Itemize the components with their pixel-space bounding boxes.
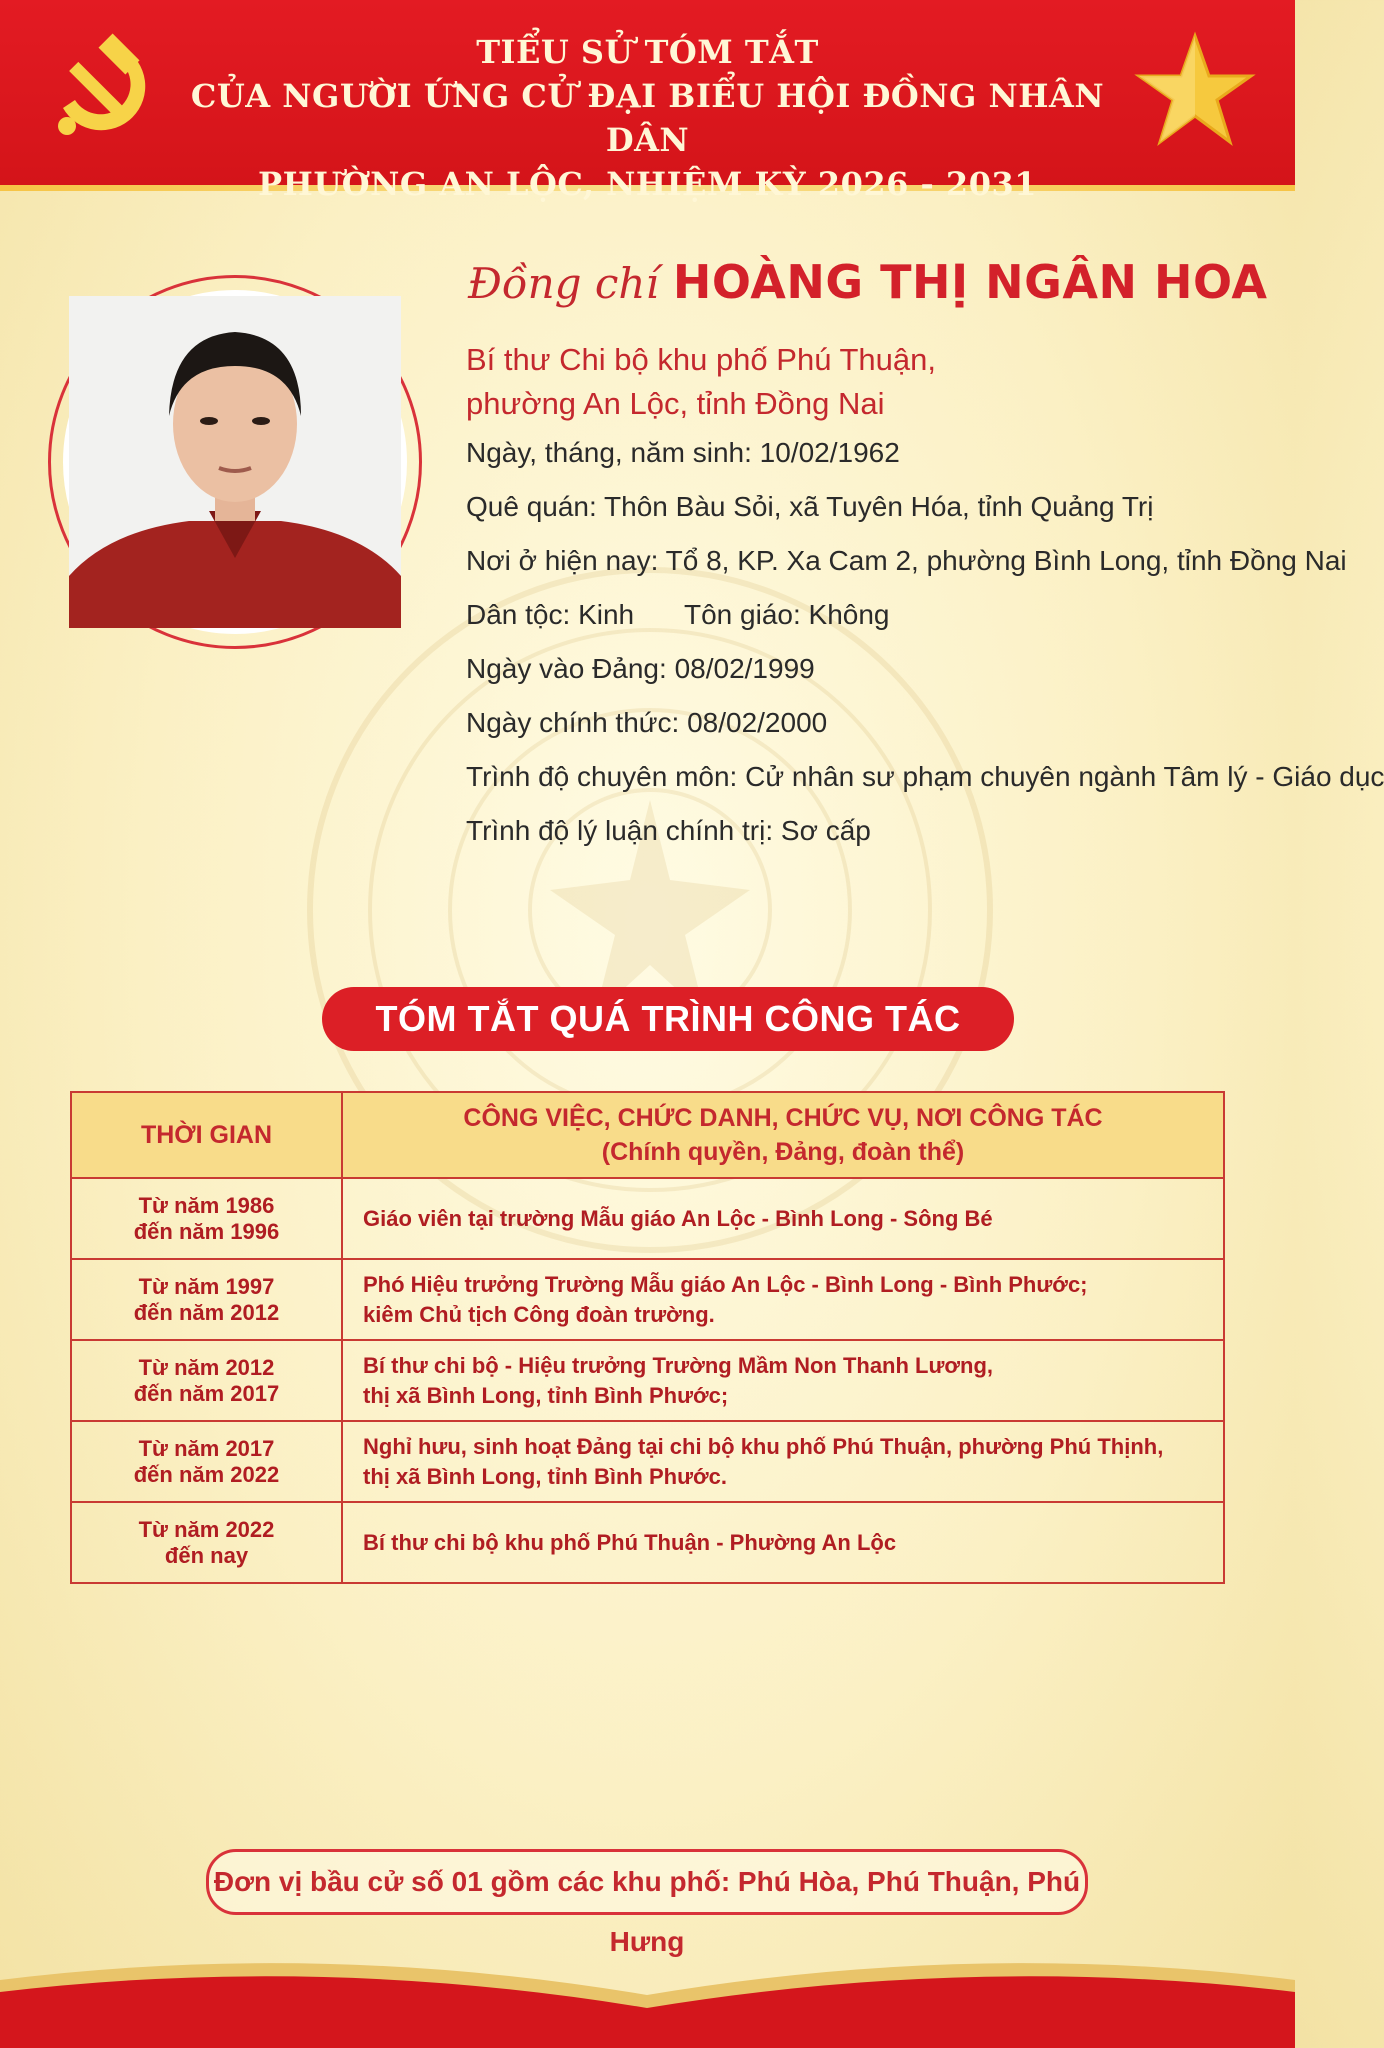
comrade-prefix: Đồng chí: [468, 259, 659, 308]
period-from: Từ năm 1997: [138, 1273, 275, 1299]
col-header-work: [342, 1092, 1224, 1178]
table-row: [71, 1259, 1224, 1340]
career-table: [70, 1091, 1225, 1584]
ethnicity-label: Dân tộc:: [466, 599, 579, 630]
period-to: đến năm 2012: [133, 1299, 280, 1325]
birth-date: [466, 437, 900, 469]
title-line-1: TIỂU SỬ TÓM TẮT: [476, 33, 819, 71]
work-cell: [342, 1340, 1224, 1421]
official-date: [466, 707, 827, 739]
candidate-photo: [63, 290, 407, 634]
current-residence: [466, 545, 1347, 577]
work-line-2: kiêm Chủ tịch Công đoàn trường.: [363, 1301, 715, 1327]
table-row: [71, 1178, 1224, 1259]
professional-value: Cử nhân sư phạm chuyên ngành Tâm lý - Giáo dục: [745, 761, 1384, 792]
religion-value: Không: [808, 599, 890, 630]
work-line-1: Phó Hiệu trưởng Trường Mẫu giáo An Lộc - Bình Long - Bình Phước;: [363, 1271, 1088, 1297]
period-cell: [71, 1340, 342, 1421]
work-line-2: thị xã Bình Long, tỉnh Bình Phước;: [363, 1382, 729, 1408]
ethnicity-value: Kinh: [578, 599, 635, 630]
official-date-label: Ngày chính thức:: [466, 707, 688, 738]
table-header-row: [71, 1092, 1224, 1178]
period-to: đến năm 2017: [133, 1380, 280, 1406]
official-date-value: 08/02/2000: [687, 707, 828, 738]
col-header-work-line1: CÔNG VIỆC, CHỨC DANH, CHỨC VỤ, NƠI CÔNG TÁC: [463, 1104, 1103, 1132]
birth-date-label: Ngày, tháng, năm sinh:: [466, 437, 760, 468]
hometown: [466, 491, 1153, 523]
period-from: Từ năm 1986: [138, 1192, 275, 1218]
work-line-1: Nghỉ hưu, sinh hoạt Đảng tại chi bộ khu phố Phú Thuận, phường Phú Thịnh,: [363, 1433, 1164, 1459]
candidate-position: [466, 338, 936, 426]
religion: [684, 599, 890, 631]
hometown-label: Quê quán:: [466, 491, 605, 522]
portrait-figure: [69, 296, 401, 628]
period-from: Từ năm 2022: [138, 1516, 275, 1542]
hammer-sickle-icon: [45, 30, 165, 150]
hometown-value: Thôn Bàu Sỏi, xã Tuyên Hóa, tỉnh Quảng Trị: [604, 491, 1154, 522]
period-cell: [71, 1421, 342, 1502]
political-level: [466, 815, 871, 847]
document-title: [170, 30, 1125, 206]
footer-red-wave: [0, 1940, 1295, 2048]
title-line-2: CỦA NGƯỜI ỨNG CỬ ĐẠI BIỂU HỘI ĐỒNG NHÂN DÂN: [190, 77, 1105, 159]
period-to: đến nay: [164, 1542, 249, 1568]
period-to: đến năm 1996: [133, 1218, 280, 1244]
work-cell: [342, 1259, 1224, 1340]
col-header-time: THỜI GIAN: [71, 1092, 342, 1178]
party-join-date: [466, 653, 815, 685]
work-cell: [342, 1421, 1224, 1502]
ethnicity: [466, 599, 634, 631]
candidate-heading: [468, 255, 1267, 309]
party-join-value: 08/02/1999: [674, 653, 815, 684]
constituency-note: Đơn vị bầu cử số 01 gồm các khu phố: Phú Hòa, Phú Thuận, Phú Hưng: [206, 1849, 1088, 1915]
position-line-1: Bí thư Chi bộ khu phố Phú Thuận,: [466, 342, 936, 377]
professional-level: [466, 761, 1384, 793]
period-from: Từ năm 2012: [138, 1354, 275, 1380]
period-to: đến năm 2022: [133, 1461, 280, 1487]
work-cell: [342, 1502, 1224, 1583]
work-cell: [342, 1178, 1224, 1259]
residence-label: Nơi ở hiện nay:: [466, 545, 666, 576]
period-cell: [71, 1178, 342, 1259]
table-row: [71, 1421, 1224, 1502]
career-section-title: TÓM TẮT QUÁ TRÌNH CÔNG TÁC: [322, 987, 1014, 1051]
candidate-name: HOÀNG THỊ NGÂN HOA: [672, 255, 1268, 309]
period-cell: [71, 1502, 342, 1583]
table-row: [71, 1340, 1224, 1421]
religion-label: Tôn giáo:: [684, 599, 809, 630]
birth-date-value: 10/02/1962: [759, 437, 900, 468]
work-line-2: thị xã Bình Long, tỉnh Bình Phước.: [363, 1463, 727, 1489]
party-join-label: Ngày vào Đảng:: [466, 653, 675, 684]
work-line-1: Bí thư chi bộ khu phố Phú Thuận - Phường An Lộc: [363, 1529, 897, 1555]
table-row: [71, 1502, 1224, 1583]
title-line-3: PHƯỜNG AN LỘC, NHIỆM KỲ 2026 - 2031: [258, 165, 1037, 203]
period-cell: [71, 1259, 342, 1340]
work-line-1: Giáo viên tại trường Mẫu giáo An Lộc - Bình Long - Sông Bé: [363, 1205, 993, 1231]
period-from: Từ năm 2017: [138, 1435, 275, 1461]
work-line-1: Bí thư chi bộ - Hiệu trưởng Trường Mầm Non Thanh Lương,: [363, 1352, 994, 1378]
professional-label: Trình độ chuyên môn:: [466, 761, 746, 792]
political-label: Trình độ lý luận chính trị:: [466, 815, 781, 846]
col-header-work-line2: (Chính quyền, Đảng, đoàn thể): [601, 1138, 965, 1166]
political-value: Sơ cấp: [780, 815, 871, 846]
residence-value: Tổ 8, KP. Xa Cam 2, phường Bình Long, tỉnh Đồng Nai: [665, 545, 1347, 576]
gold-star-icon: [1135, 30, 1255, 150]
position-line-2: phường An Lộc, tỉnh Đồng Nai: [466, 386, 885, 421]
